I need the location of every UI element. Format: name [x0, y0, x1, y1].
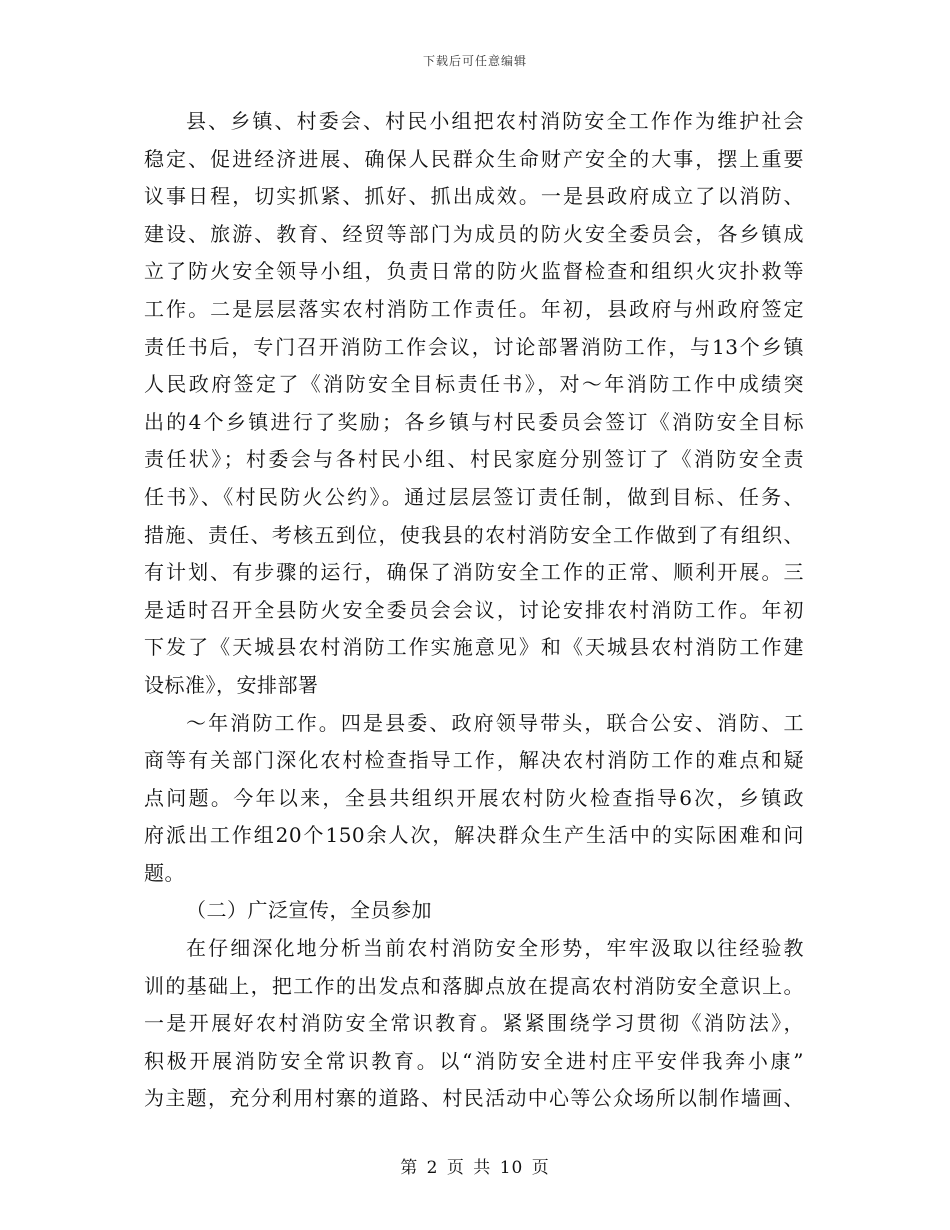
text-line: 措施、责任、考核五到位，使我县的农村消防安全工作做到了有组织、 [144, 522, 804, 547]
document-body [144, 103, 804, 1118]
text-line: 训的基础上，把工作的出发点和落脚点放在提高农村消防安全意识上。 [144, 973, 804, 998]
text-line: 点问题。今年以来，全县共组织开展农村防火检查指导6次，乡镇政 [144, 785, 804, 810]
text-line: 商等有关部门深化农村检查指导工作，解决农村消防工作的难点和疑 [144, 748, 804, 773]
page-number-footer: 第 2 页 共 10 页 [400, 1158, 550, 1178]
text-line: 有计划、有步骤的运行，确保了消防安全工作的正常、顺利开展。三 [144, 560, 804, 585]
text-line: 责任状》；村委会与各村民小组、村民家庭分别签订了《消防安全责 [144, 447, 804, 472]
text-line: 题。 [144, 860, 185, 885]
text-line: 在仔细深化地分析当前农村消防安全形势，牢牢汲取以往经验教 [186, 936, 804, 961]
text-line: 是适时召开全县防火安全委员会会议，讨论安排农村消防工作。年初 [144, 597, 804, 622]
text-line: 设标准》，安排部署 [144, 672, 319, 697]
text-line: 立了防火安全领导小组，负责日常的防火监督检查和组织火灾扑救等 [144, 259, 804, 284]
text-line: 府派出工作组20个150余人次，解决群众生产生活中的实际困难和问 [144, 823, 804, 848]
text-line: 任书》、《村民防火公约》。通过层层签订责任制，做到目标、任务、 [144, 484, 804, 509]
text-line: 工作。二是层层落实农村消防工作责任。年初，县政府与州政府签定 [144, 296, 804, 321]
text-line: 稳定、促进经济进展、确保人民群众生命财产安全的大事，摆上重要 [144, 146, 804, 171]
page-header-note: 下载后可任意编辑 [422, 54, 527, 68]
text-line: 一是开展好农村消防安全常识教育。紧紧围绕学习贯彻《消防法》， [144, 1011, 804, 1036]
text-line: 下发了《天城县农村消防工作实施意见》和《天城县农村消防工作建 [144, 635, 804, 660]
text-line: 出的4个乡镇进行了奖励；各乡镇与村民委员会签订《消防安全目标 [144, 409, 804, 434]
text-line: 人民政府签定了《消防安全目标责任书》，对～年消防工作中成绩突 [144, 372, 804, 397]
text-line: 责任书后，专门召开消防工作会议，讨论部署消防工作，与13个乡镇 [144, 334, 804, 359]
text-line: 建设、旅游、教育、经贸等部门为成员的防火安全委员会，各乡镇成 [144, 221, 804, 246]
text-line: （二）广泛宣传，全员参加 [186, 898, 432, 923]
text-line: 为主题，充分利用村寨的道路、村民活动中心等公众场所以制作墙画、 [144, 1086, 804, 1111]
text-line: 议事日程，切实抓紧、抓好、抓出成效。一是县政府成立了以消防、 [144, 184, 804, 209]
text-line: 积极开展消防安全常识教育。以“消防安全进村庄平安伴我奔小康” [144, 1048, 804, 1073]
text-line: 县、乡镇、村委会、村民小组把农村消防安全工作作为维护社会 [186, 109, 804, 133]
text-line: ～年消防工作。四是县委、政府领导带头，联合公安、消防、工 [186, 710, 804, 735]
